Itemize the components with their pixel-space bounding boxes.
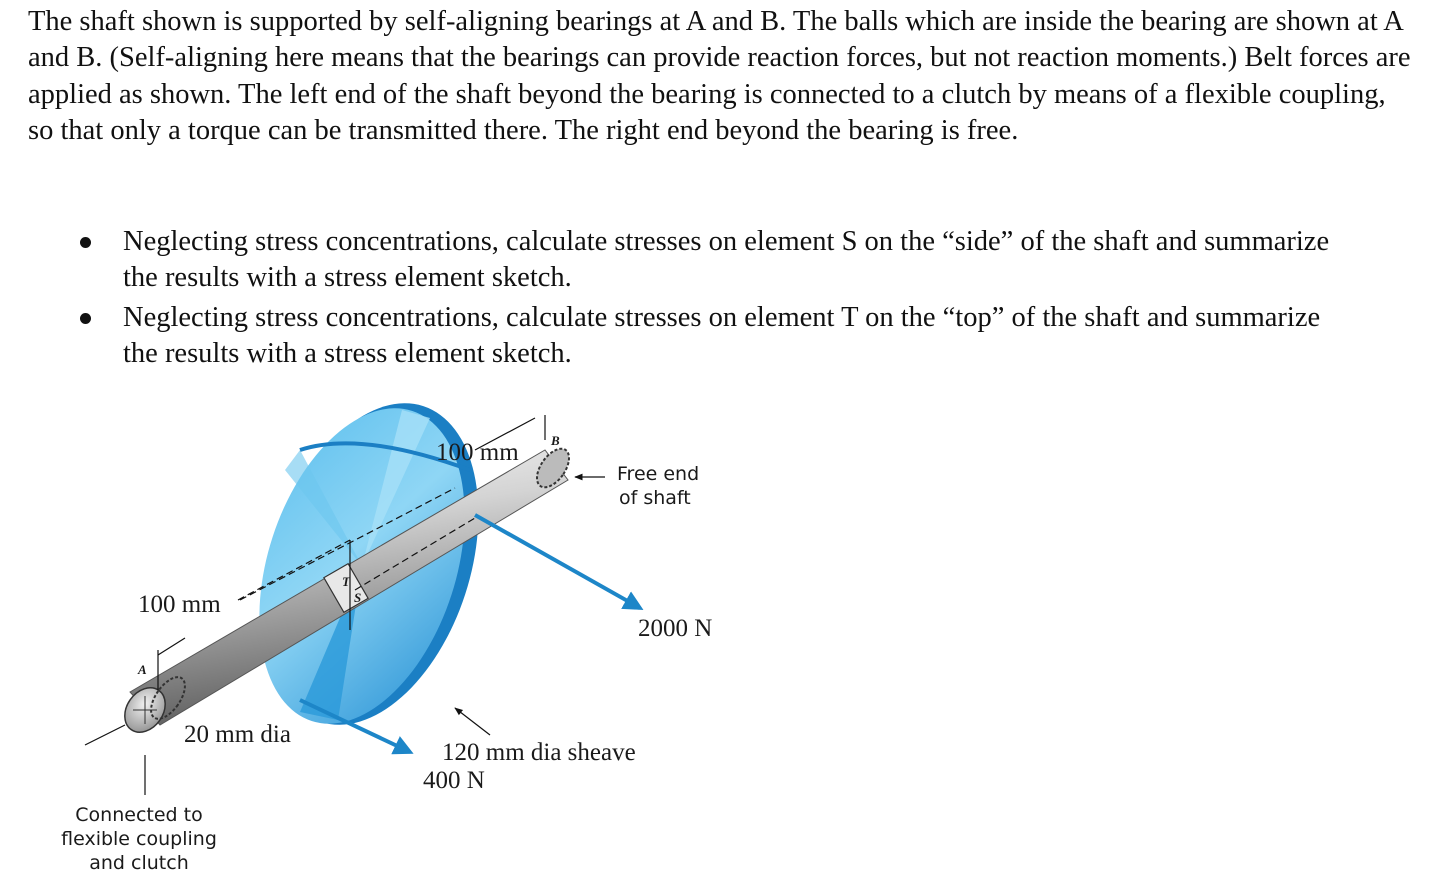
question-text: Neglecting stress concentrations, calculate stresses on element T on the “top” of the shaft and summarize the results with a stress element sketch. — [123, 301, 1321, 370]
question-item — [0, 224, 1333, 297]
free-end-label: of shaft — [619, 487, 691, 509]
bearing-b-label: B — [551, 433, 560, 448]
force-bottom-label: 400 N — [423, 767, 485, 794]
coupling-label: Connected to — [75, 804, 203, 826]
shaft-dia-label: 20 mm dia — [184, 721, 291, 748]
dim-top-label: 100 mm — [436, 439, 519, 466]
question-item — [0, 300, 1333, 373]
problem-paragraph: The shaft shown is supported by self-aligning bearings at A and B. The balls which are inside the bearing are shown at A and B. (Self-aligning here means that the bearings can provide reaction forces, but not reaction moments.) Belt forces are applied as shown. The left end of the shaft beyond the bearing is connected to a clutch by means of a flexible coupling, so that only a torque can be transmitted there. The right end beyond the bearing is free. — [28, 6, 1411, 147]
bearing-a-label: A — [138, 662, 147, 677]
shaft-figure — [0, 390, 800, 885]
dim-left-label: 100 mm — [138, 591, 221, 618]
coupling-label: flexible coupling — [61, 828, 217, 850]
coupling-label: and clutch — [89, 852, 189, 874]
force-right-label: 2000 N — [638, 615, 713, 642]
question-text: Neglecting stress concentrations, calculate stresses on element S on the “side” of the shaft and summarize the results with a stress element sketch. — [123, 226, 1330, 294]
bullet-icon — [80, 237, 91, 248]
element-t-label: T — [342, 574, 350, 589]
sheave-dia-label: 120 mm dia sheave — [442, 739, 636, 766]
bullet-icon — [80, 313, 91, 324]
element-s-label: S — [354, 590, 362, 605]
question-list — [0, 224, 1431, 376]
free-end-label: Free end — [617, 463, 700, 485]
